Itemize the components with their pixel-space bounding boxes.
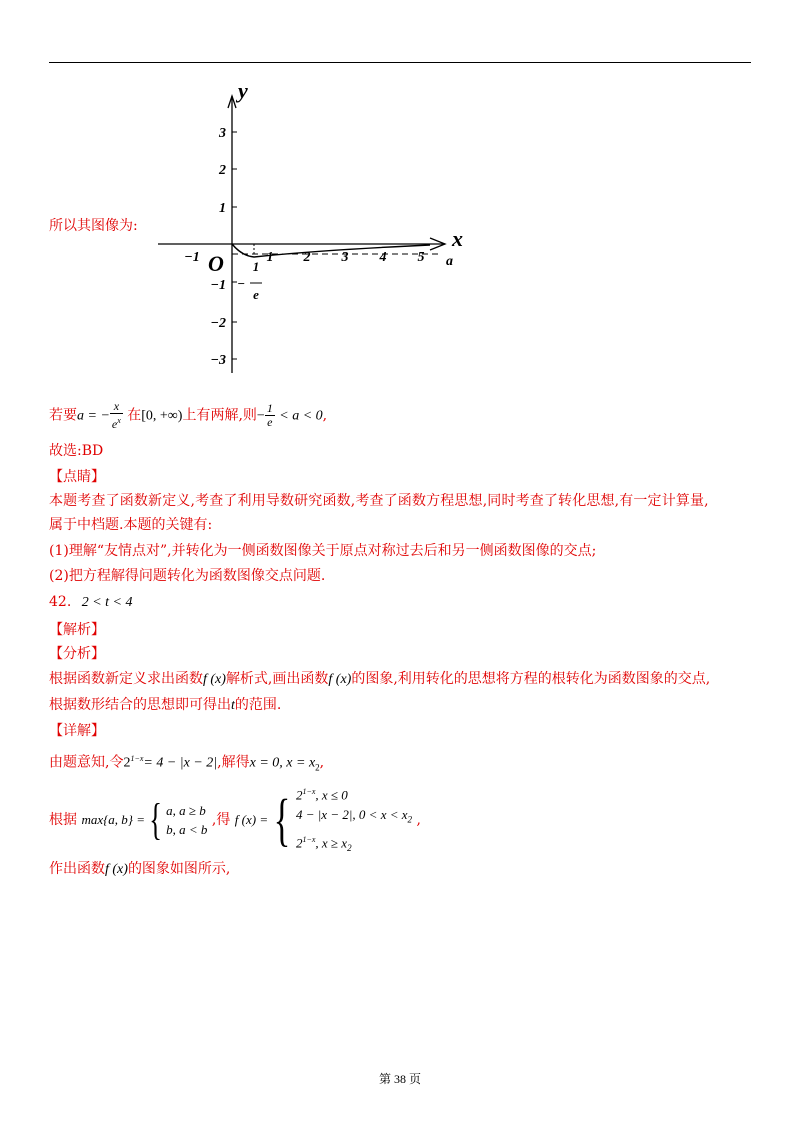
inv-e-num: 1 xyxy=(252,259,260,274)
xiangjie-line-2 xyxy=(49,782,421,853)
fenxi-2b: 的范围. xyxy=(234,697,282,713)
x-tick-label-1: 1 xyxy=(266,250,274,265)
ts-interval: [0, +∞) xyxy=(141,408,183,424)
ts-frac2-den: e xyxy=(267,415,273,429)
x-axis-label: x xyxy=(452,226,463,251)
x-tick-label-3: 3 xyxy=(341,250,349,265)
xj-1a: 由题意知,令 xyxy=(49,754,124,771)
y-tick-label-m3: −3 xyxy=(210,353,226,368)
ts-frac xyxy=(110,400,123,431)
xj-1b: ,解得 xyxy=(217,754,250,771)
fenxi-2a: 根据数形结合的思想即可得出 xyxy=(49,697,231,713)
xj-sol: x = 0, x = x xyxy=(249,755,316,771)
xj-2a: 根据 xyxy=(49,811,77,828)
x-tick-label-m1: −1 xyxy=(184,250,200,265)
xj-f-case2-sub: 2 xyxy=(407,814,413,825)
xj-max-case1: a, a ≥ b xyxy=(166,802,206,818)
xj-f-cases xyxy=(296,782,412,858)
xj-1c: , xyxy=(319,754,325,771)
ts-mid2: 上有两解,则 xyxy=(182,407,257,424)
curve xyxy=(232,244,430,257)
ts-frac2 xyxy=(265,402,275,429)
xj-max: max{a, b} = xyxy=(81,811,146,827)
xj-f-case3 xyxy=(296,830,412,858)
dianjing-line-3: (1)理解“友情点对”,并转化为一侧函数图像关于原点对称过去后和另一侧函数图像的交点; xyxy=(49,543,597,559)
xj-f-brace: { xyxy=(273,786,291,852)
fenxi-1a: 根据函数新定义求出函数 xyxy=(49,671,203,687)
xj-f-case2 xyxy=(296,805,412,830)
ts-mid: 在 xyxy=(127,407,142,424)
xj-eq1-sup: 1−x xyxy=(130,754,144,763)
fenxi-line-1 xyxy=(49,669,710,690)
y-tick-label-1: 1 xyxy=(219,201,226,216)
xj-f-case1-sup: 1−x xyxy=(302,787,316,796)
fenxi-fx-1: f (x) xyxy=(203,672,226,687)
fenxi-1b: 解析式,画出函数 xyxy=(225,671,329,687)
xj-max-brace: { xyxy=(149,794,162,844)
xj-f: f (x) = xyxy=(234,811,269,827)
section-xiangjie: 【详解】 xyxy=(49,723,105,739)
xj-max-cases xyxy=(166,801,207,839)
dianjing-line-2: 属于中档题.本题的关键有: xyxy=(49,517,213,533)
origin-label: O xyxy=(208,251,224,276)
dianjing-line-1: 本题考查了函数新定义,考查了利用导数研究函数,考查了函数方程思想,同时考查了转化思想,有一定计算量, xyxy=(49,493,709,509)
xj-eq1-rest: = 4 − |x − 2| xyxy=(143,755,218,771)
xj-3-fx: f (x) xyxy=(105,862,128,877)
xj-3b: 的图象如图所示, xyxy=(127,861,231,877)
y-axis-label: y xyxy=(238,78,248,103)
section-dianjing: 【点睛】 xyxy=(49,469,105,485)
ts-frac2-num: 1 xyxy=(266,401,273,415)
xj-sol-sub: 2 xyxy=(315,762,320,773)
xiangjie-line-1 xyxy=(49,749,324,777)
section-jiexi: 【解析】 xyxy=(49,622,105,638)
xj-max-case2: b, a < b xyxy=(166,821,208,837)
ts-frac-num: x xyxy=(110,400,123,414)
fenxi-line-2 xyxy=(49,695,281,716)
ts-ineq: < a < 0 xyxy=(279,408,323,424)
answer-line: 故选:BD xyxy=(49,443,104,459)
xj-f-case2-text: 4 − |x − 2|, 0 < x < x xyxy=(295,807,408,823)
xj-f-case3-sub: 2 xyxy=(347,842,352,853)
section-fenxi: 【分析】 xyxy=(49,646,105,662)
y-tick-label-3: 3 xyxy=(219,126,226,141)
xj-f-case1 xyxy=(296,782,412,805)
q42-number: 42. xyxy=(49,594,72,610)
neg-inv-e-prefix: − xyxy=(237,276,245,291)
a-label: a xyxy=(446,254,453,269)
x-tick-label-5: 5 xyxy=(417,250,425,265)
y-tick-label-m2: −2 xyxy=(210,316,226,331)
fenxi-1c: 的图象,利用转化的思想将方程的根转化为函数图象的交点, xyxy=(351,671,711,687)
xj-3a: 作出函数 xyxy=(49,861,105,877)
neg-inv-e-den: e xyxy=(253,287,259,302)
function-graph xyxy=(150,78,480,378)
xj-eq1: 2 xyxy=(123,755,131,771)
q42-answer: 2 < t < 4 xyxy=(81,595,133,610)
ts-end: , xyxy=(322,407,328,424)
graph-intro: 所以其图像为: xyxy=(49,218,138,234)
xj-2b: ,得 xyxy=(211,811,231,828)
xj-2c: , xyxy=(416,811,421,828)
q42-line xyxy=(49,592,133,613)
xj-f-case3-cond: , x ≥ x xyxy=(315,835,348,851)
y-tick-label-m1: −1 xyxy=(210,278,226,293)
ts-a: a = − xyxy=(77,408,110,424)
x-tick-label-2: 2 xyxy=(303,250,311,265)
ts-frac-den: e xyxy=(111,417,118,431)
two-solutions-line xyxy=(49,400,327,432)
fenxi-t: t xyxy=(231,698,235,713)
fenxi-fx-2: f (x) xyxy=(328,672,352,687)
xj-f-case3-sup: 1−x xyxy=(302,834,316,844)
page-footer: 第 38 页 xyxy=(378,1072,421,1086)
ts-frac-den-sup: x xyxy=(117,416,121,425)
xj-f-case1-base: 2 xyxy=(295,787,303,803)
xj-f-case3-base: 2 xyxy=(295,835,303,851)
ts-pre: 若要 xyxy=(49,407,77,424)
y-tick-label-2: 2 xyxy=(219,163,226,178)
xj-f-case1-cond: , x ≤ 0 xyxy=(315,787,348,803)
ts-neg: − xyxy=(256,408,265,424)
header-rule xyxy=(49,62,751,63)
x-tick-label-4: 4 xyxy=(379,250,387,265)
xiangjie-line-3 xyxy=(49,859,230,880)
dianjing-line-4: (2)把方程解得问题转化为函数图像交点问题. xyxy=(49,568,326,584)
